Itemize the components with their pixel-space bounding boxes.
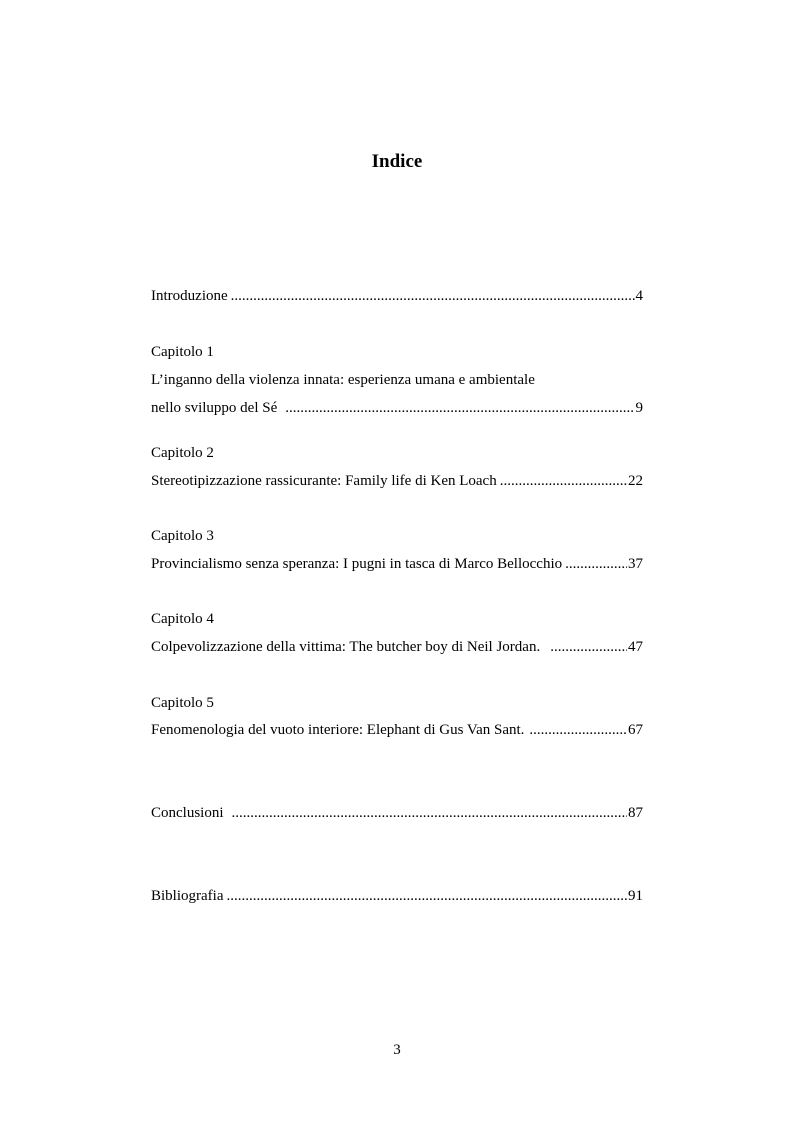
toc-entry-page: 37 bbox=[628, 556, 643, 572]
toc-entry-page: 9 bbox=[635, 400, 643, 416]
toc-entry-conclusioni[interactable] bbox=[151, 803, 643, 823]
toc-entry-text: Provincialismo senza speranza: I pugni in tasca di Marco Bellocchio bbox=[151, 556, 563, 572]
toc-entry-capitolo-2[interactable] bbox=[151, 471, 643, 491]
toc-entry-capitolo-3[interactable] bbox=[151, 554, 643, 574]
toc-entry-text: Introduzione bbox=[151, 288, 228, 304]
toc-entry-page: 91 bbox=[628, 888, 643, 904]
toc-chapter-label-1: Capitolo 1 bbox=[151, 344, 214, 360]
toc-leader-dots bbox=[285, 398, 634, 418]
toc-leader-dots bbox=[565, 554, 627, 574]
toc-chapter-label-3: Capitolo 3 bbox=[151, 528, 214, 544]
toc-leader-dots bbox=[550, 637, 627, 657]
toc-entry-text: Conclusioni bbox=[151, 805, 224, 821]
toc-entry-page: 87 bbox=[628, 805, 643, 821]
toc-leader-dots bbox=[232, 803, 627, 823]
toc-leader-dots bbox=[500, 471, 627, 491]
toc-entry-capitolo-5[interactable] bbox=[151, 720, 643, 740]
toc-chapter-label-4: Capitolo 4 bbox=[151, 611, 214, 627]
toc-leader-dots bbox=[529, 720, 627, 740]
toc-chapter-title-1-line1: L’inganno della violenza innata: esperienza umana e ambientale bbox=[151, 372, 535, 388]
toc-entry-text: Fenomenologia del vuoto interiore: Elephant di Gus Van Sant. bbox=[151, 722, 525, 738]
toc-entry-capitolo-1[interactable] bbox=[151, 398, 643, 418]
toc-entry-page: 47 bbox=[628, 639, 643, 655]
toc-entry-text: Bibliografia bbox=[151, 888, 224, 904]
toc-entry-text: Colpevolizzazione della vittima: The butcher boy di Neil Jordan. bbox=[151, 639, 541, 655]
toc-entry-text: Stereotipizzazione rassicurante: Family life di Ken Loach bbox=[151, 473, 497, 489]
page-number: 3 bbox=[393, 1042, 401, 1058]
toc-entry-introduzione[interactable] bbox=[151, 286, 643, 306]
toc-entry-page: 22 bbox=[628, 473, 643, 489]
toc-chapter-label-5: Capitolo 5 bbox=[151, 695, 214, 711]
toc-leader-dots bbox=[231, 286, 635, 306]
toc-entry-capitolo-4[interactable] bbox=[151, 637, 643, 657]
toc-leader-dots bbox=[226, 886, 627, 906]
toc-entry-bibliografia[interactable] bbox=[151, 886, 643, 906]
toc-entry-page: 4 bbox=[635, 288, 643, 304]
page-title: Indice bbox=[371, 151, 423, 172]
toc-entry-text: nello sviluppo del Sé bbox=[151, 400, 278, 416]
toc-chapter-label-2: Capitolo 2 bbox=[151, 445, 214, 461]
toc-entry-page: 67 bbox=[628, 722, 643, 738]
